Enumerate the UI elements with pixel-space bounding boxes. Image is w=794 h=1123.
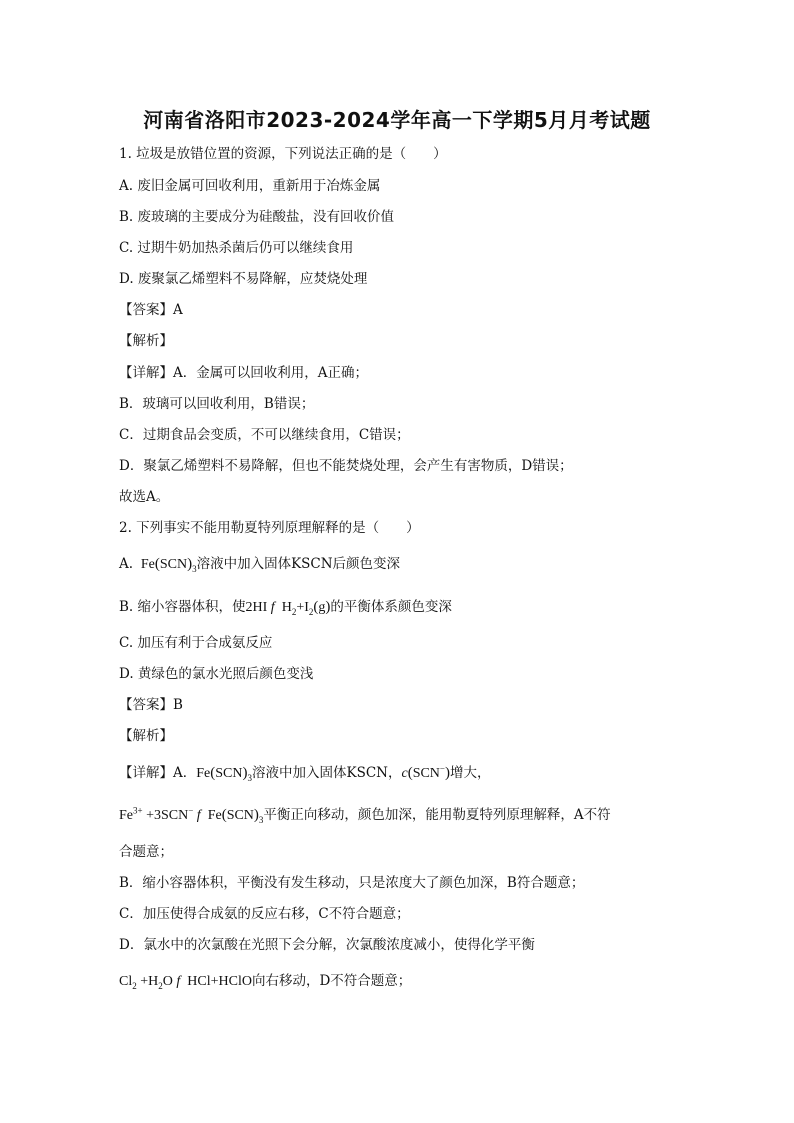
formula-scn-concentration: c(SCN−) xyxy=(401,763,450,781)
q1-detail-d: D．聚氯乙烯塑料不易降解，但也不能焚烧处理，会产生有害物质，D错误； xyxy=(119,458,573,474)
formula-hi-equilibrium: 2HI f $H_2+I_2(g)$ xyxy=(245,599,331,617)
q2-detail-b: B．缩小容器体积，平衡没有发生移动，只是浓度大了颜色加深，B符合题意； xyxy=(119,875,585,891)
q1-option-b: B. 废玻璃的主要成分为硅酸盐，没有回收价值 xyxy=(119,209,395,225)
formula-fe-scn3: $Fe(SCN)_3$ xyxy=(137,556,197,574)
q1-option-c: C. 过期牛奶加热杀菌后仍可以继续食用 xyxy=(119,240,354,256)
q1-option-a: A. 废旧金属可回收利用，重新用于冶炼金属 xyxy=(119,178,381,194)
q2-option-d: D. 黄绿色的氯水光照后颜色变浅 xyxy=(119,666,314,682)
q2-stem: 2. 下列事实不能用勒夏特列原理解释的是（ ） xyxy=(119,520,420,536)
q1-answer: 【答案】A xyxy=(119,302,183,318)
q2-option-a: A. $Fe(SCN)_3$溶液中加入固体KSCN后颜色变深 xyxy=(119,556,401,574)
formula-fe-scn-equilibrium: $Fe^{3+} +3SCN^-$ f $Fe(SCN)_3$ xyxy=(119,805,264,825)
q1-option-d: D. 废聚氯乙烯塑料不易降解，应焚烧处理 xyxy=(119,271,368,287)
q2-analysis: 【解析】 xyxy=(119,728,173,744)
q1-stem: 1. 垃圾是放错位置的资源，下列说法正确的是（ ） xyxy=(119,146,447,162)
q1-conclusion: 故选A。 xyxy=(119,489,170,505)
q2-detail-a-line2: $Fe^{3+} +3SCN^-$ f $Fe(SCN)_3$平衡正向移动，颜色加深，能用勒夏特列原理解释，A不符 xyxy=(119,805,611,825)
q2-detail-c: C．加压使得合成氨的反应右移，C不符合题意； xyxy=(119,906,410,922)
q1-analysis: 【解析】 xyxy=(119,333,173,349)
q2-option-c: C. 加压有利于合成氨反应 xyxy=(119,635,273,651)
page-title: 河南省洛阳市2023-2024学年高一下学期5月月考试题 xyxy=(143,108,651,132)
q1-detail-b: B．玻璃可以回收利用，B错误； xyxy=(119,396,315,412)
q2-option-b: B. 缩小容器体积，使2HI f $H_2+I_2(g)$的平衡体系颜色变深 xyxy=(119,599,452,617)
q1-detail-c: C．过期食品会变质，不可以继续食用，C错误； xyxy=(119,427,410,443)
q1-detail-a: 【详解】A．金属可以回收利用，A正确； xyxy=(119,365,368,381)
q2-detail-a-line3: 合题意； xyxy=(119,844,173,860)
q2-answer: 【答案】B xyxy=(119,697,183,713)
formula-chlorine-equilibrium: $Cl_2 +H_2O$ f HCl+HClO xyxy=(119,974,252,991)
q2-detail-d-line2: $Cl_2 +H_2O$ f HCl+HClO向右移动，D不符合题意； xyxy=(119,973,412,991)
q2-detail-a-line1: 【详解】A．$Fe(SCN)_3$溶液中加入固体KSCN，c(SCN−)增大， xyxy=(119,763,491,783)
formula-fe-scn3: $Fe(SCN)_3$ xyxy=(196,765,252,783)
q2-detail-d-line1: D．氯水中的次氯酸在光照下会分解，次氯酸浓度减小，使得化学平衡 xyxy=(119,937,535,953)
